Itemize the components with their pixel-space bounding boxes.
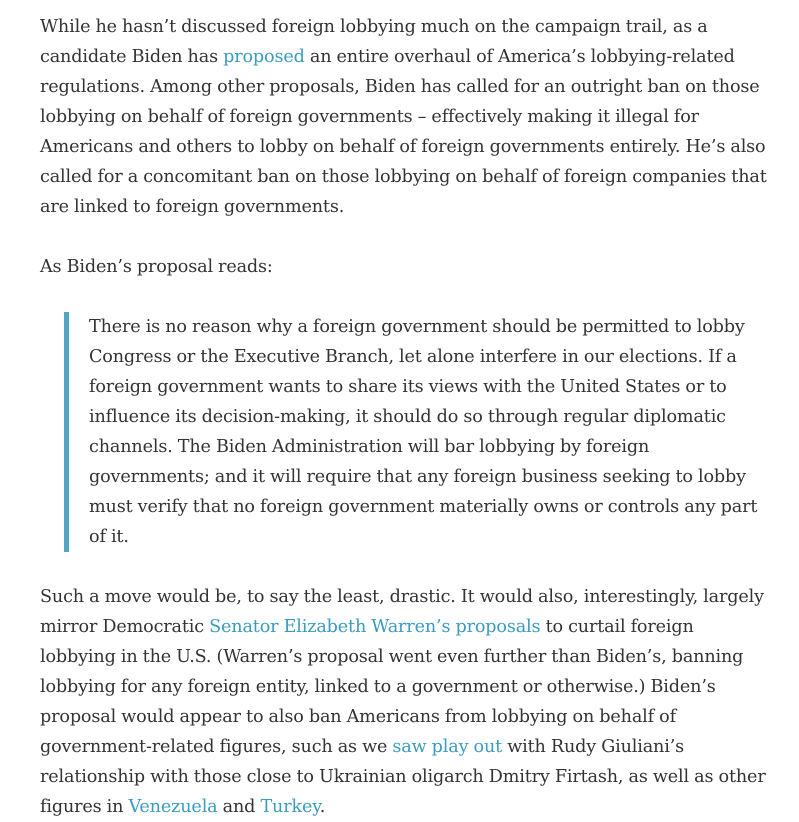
blockquote-text: There is no reason why a foreign government should be permitted to lobby Congress or the Executive Branch, let alone interfere in our elections. If a foreign government wants to share its views with the United States or to influence its decision-making, it should do so through regular diplomatic channels. The Biden Administration will bar lobbying by foreign governments; and it will require that any foreign business seeking to lobby must verify that no foreign government materially owns or controls any part of it. (89, 317, 758, 547)
venezuela-link[interactable]: Venezuela (128, 797, 218, 817)
paragraph-analysis (40, 582, 769, 822)
saw-play-out-link[interactable]: saw play out (392, 737, 503, 757)
paragraph-intro (40, 12, 769, 222)
proposed-link[interactable]: proposed (223, 47, 305, 67)
paragraph-analysis-text-4: and (217, 797, 261, 817)
warren-proposals-link[interactable]: Senator Elizabeth Warren’s proposals (209, 617, 541, 637)
paragraph-intro-text-2: an entire overhaul of America’s lobbying-related regulations. Among other proposals, Biden has called for an outright ban on those lobbying on behalf of foreign governments – effectively making it illegal for Americans and others to lobby on behalf of foreign governments entirely. He’s also called for a concomitant ban on those lobbying on behalf of foreign companies that are linked to foreign governments. (40, 47, 767, 217)
blockquote-proposal (64, 312, 769, 552)
turkey-link[interactable]: Turkey (260, 797, 320, 817)
paragraph-analysis-text-1: Such a move would be, to say the least, drastic. It would also, interestingly, largely mirror Democratic (40, 587, 764, 637)
paragraph-analysis-text-3: with Rudy Giuliani’s relationship with those close to Ukrainian oligarch Dmitry Firtash, as well as other figures in (40, 737, 766, 817)
paragraph-analysis-text-2: to curtail foreign lobbying in the U.S. (Warren’s proposal went even further than Biden’s, banning lobbying for any foreign entity, linked to a government or otherwise.) Biden’s proposal would appear to also ban Americans from lobbying on behalf of government-related figures, such as we (40, 617, 744, 757)
paragraph-proposal-lead: As Biden’s proposal reads: (40, 257, 273, 277)
paragraph-intro-text-1: While he hasn’t discussed foreign lobbying much on the campaign trail, as a candidate Biden has (40, 17, 708, 67)
paragraph-analysis-text-5: . (319, 797, 326, 817)
